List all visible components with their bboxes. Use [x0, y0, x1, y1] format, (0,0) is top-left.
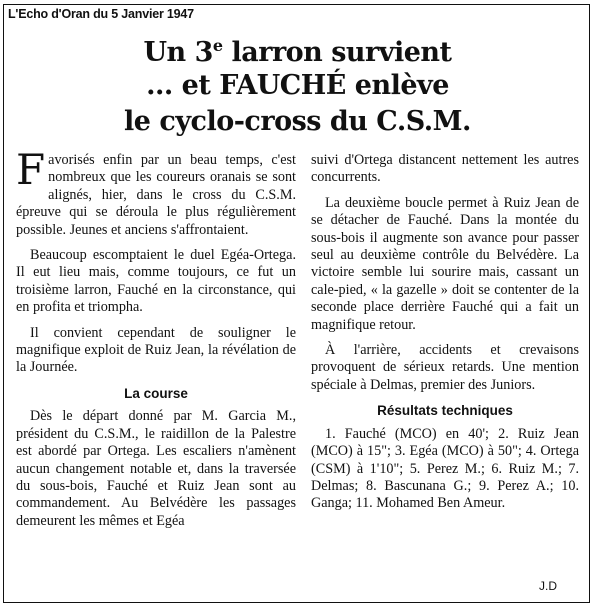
paragraph-1 — [16, 145, 296, 239]
paragraph-4-continued: suivi d'Ortega distancent nettement les autres concurrents. — [311, 152, 579, 186]
headline-line-3: le cyclo-cross du C.S.M. — [124, 106, 471, 137]
headline-line-2: ... et FAUCHÉ enlève — [146, 70, 449, 101]
paragraph-3: Il convient cependant de souligner le magnifique exploit de Ruiz Jean, la révélation de la Journée. — [16, 324, 296, 376]
paragraph-2: Beaucoup escomptaient le duel Egéa-Ortega. Il eut lieu mais, comme toujours, ce fut un troisième larron, Fauché en la circonstance, qui en profita et triompha. — [16, 247, 296, 316]
paragraph-6: À l'arrière, accidents et crevaisons provoquent de sérieux retards. Une mention spéciale à Delmas, premier des Juniors. — [311, 342, 579, 393]
subhead-course: La course — [124, 385, 188, 401]
results-text: 1. Fauché (MCO) en 40'; 2. Ruiz Jean (MCO) à 15"; 3. Egéa (MCO) à 50"; 4. Ortega (CSM) à 1'10"; 5. Perez M.; 6. Ruiz M.; 7. Delmas; 8. Bascunana G.; 9. Perez A.; 10. Ganga; 11. Mohamed Ben Ameur. — [311, 425, 579, 512]
source-line: L'Echo d'Oran du 5 Janvier 1947 — [8, 7, 194, 21]
signature: J.D — [539, 579, 557, 593]
column-right — [311, 152, 579, 521]
headline-line-1: Un 3e larron survient — [143, 36, 452, 68]
paragraph-4: Dès le départ donné par M. Garcia M., président du C.S.M., le raidillon de la Palestre est abordé par Ortega. Les escaliers n'amènent aucun changement notable et, dans la traversée du sous-bois, Fauché et Ruiz Jean sont au commandement. Au Belvédère les passages demeurent les mêmes et Egéa — [16, 408, 296, 529]
column-left — [16, 145, 296, 538]
paragraph-1-text: avorisés enfin par un beau temps, c'est nombreux que les coureurs oranais se sont alignés, hier, dans le cross du C.S.M. épreuve qui se déroula le plus régulièrement possible. Jeunes et anciens s'affrontaient. — [16, 152, 296, 238]
subhead-results: Résultats techniques — [377, 403, 513, 419]
paragraph-5: La deuxième boucle permet à Ruiz Jean de se détacher de Fauché. Dans la montée du sous-bois il augmente son avance pour passer seul au deuxième contrôle du Belvédère. La victoire semble lui sourire mais, cassant un cale-pied, « la gazelle » doit se contenter de la seconde place derrière Fauché qui a fait un magnifique retour. — [311, 194, 579, 333]
drop-cap: F — [16, 145, 46, 194]
